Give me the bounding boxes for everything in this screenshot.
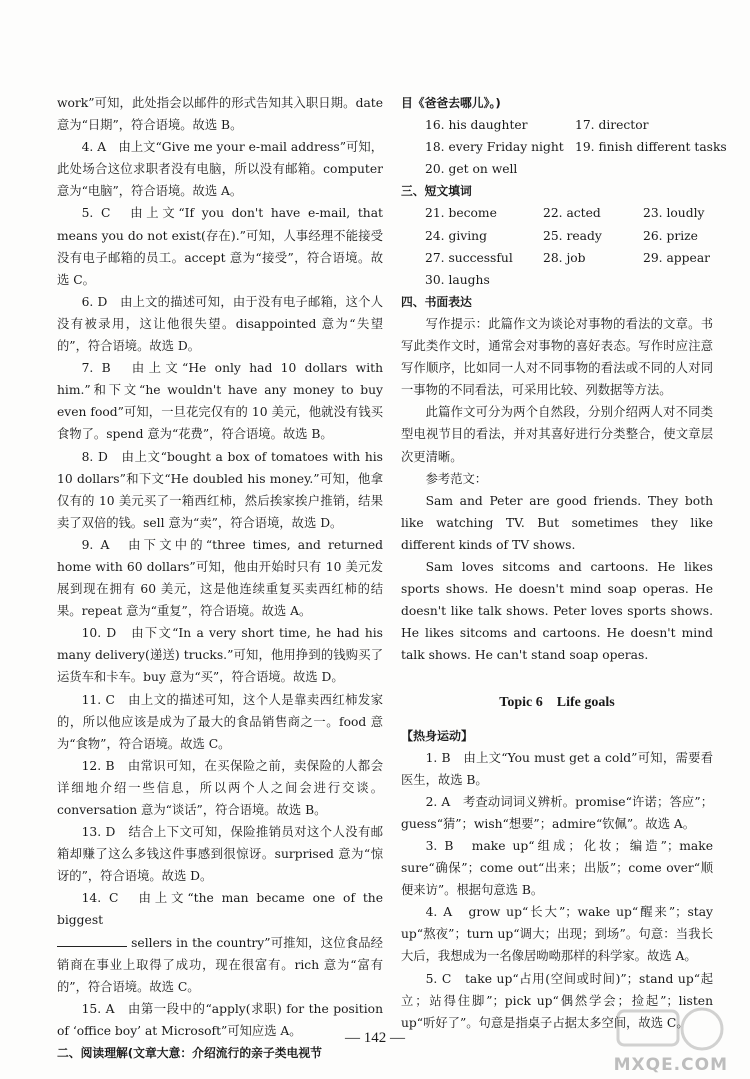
answer-item: 18. every Friday night	[425, 140, 564, 155]
answer-item: 29. appear	[643, 250, 711, 265]
section-writing-heading: 四、书面表达	[401, 294, 472, 309]
answer-item: 17. director	[575, 118, 649, 133]
paragraph-left-15: 15. A 由第一段中的“apply(求职) for the position of ‘office boy’ at Microsoft”可知应选 A。	[57, 1001, 383, 1038]
answer-item: 23. loudly	[643, 206, 705, 221]
paragraph-left-7: 9. A 由下文中的“three times, and returned home with 60 dollars”可知，他由开始时只有 10 美元发展到现在拥有 60 美元，这是他连续重复买卖西红柿的结果。repeat 意为“重复”，符合语境。故选 A。	[57, 537, 383, 619]
paragraph-left-3: 5. C 由上文“If you don't have e-mail, that means you do not exist(存在).”可知，人事经理不能接受没有电子邮箱的员工。accept 意为“接受”，符合语境。故选 C。	[57, 206, 383, 287]
topic-title: Topic 6 Life goals	[499, 695, 615, 711]
section-reading-heading-cont: 目《爸爸去哪儿》。)	[401, 96, 501, 110]
paragraph-left-14b-text: sellers in the country”可推知，这位食品经销商在事业上取得了成功，现在很富有。rich 意为“富有的”，符合语境。故选 C。	[57, 935, 383, 994]
answer-item: 19. finish different tasks	[575, 140, 727, 155]
warmup-item-1: 1. B 由上文“You must get a cold”可知，需要看医生，故选 B。	[401, 750, 713, 787]
paragraph-left-9: 11. C 由上文的描述可知，这个人是靠卖西红柿发家的，所以他应该是成为了最大的食品销售商之一。food 意为“食物”，符合语境。故选 C。	[57, 692, 383, 751]
sample-label: 参考范文：	[425, 471, 488, 486]
answer-item: 28. job	[543, 250, 586, 265]
warmup-label: 【热身运动】	[401, 728, 474, 743]
answer-item: 27. successful	[425, 250, 513, 265]
writing-tip-2: 此篇作文可分为两个自然段，分别介绍两人对不同类型电视节目的看法，并对其喜好进行分类整合，使文章层次更清晰。	[401, 405, 713, 464]
answer-item: 21. become	[425, 206, 497, 221]
answer-item: 20. get on well	[425, 162, 518, 177]
answer-item: 26. prize	[643, 228, 698, 243]
watermark-text: MXQE.COM	[613, 1055, 728, 1075]
warmup-item-2: 2. A 考查动词词义辨析。promise“许诺；答应”；guess“猜”；wish“想要”；admire“钦佩”。故选 A。	[401, 794, 713, 831]
section-cloze-heading: 三、短文填词	[401, 184, 472, 199]
answer-item: 16. his daughter	[425, 118, 528, 133]
paragraph-left-11: 13. D 结合上下文可知，保险推销员对这个人没有邮箱却赚了这么多钱这件事感到很惊讶。surprised 意为“惊讶的”，符合语境。故选 D。	[57, 825, 383, 884]
answer-blank	[57, 934, 127, 947]
answer-item	[543, 269, 643, 291]
answers-cloze	[425, 202, 713, 290]
left-column	[57, 92, 383, 1064]
answer-item	[575, 158, 725, 180]
paragraph-left-5: 7. B 由上文“He only had 10 dollars with him.”和下文“he wouldn't have any money to buy even food”可知，一旦花完仅有的 10 美元，他就没有钱买食物了。spend 意为“花费”，符合语境。故选 B。	[57, 361, 383, 442]
page-number: — 142 —	[345, 1030, 405, 1046]
warmup-item-5: 5. C take up“占用(空间或时间)”；stand up“起立；站得住脚”；pick up“偶然学会；捡起”；listen up“听好了”。句意是指桌子占据太多空间，故选 C。	[401, 971, 713, 1030]
paragraph-left-14a: 14. C 由上文“the man became one of the biggest	[57, 891, 383, 928]
right-column	[401, 92, 727, 1034]
paragraph-left-1: work”可知，此处指会以邮件的形式告知其入职日期。date 意为“日期”，符合语境。故选 B。	[57, 96, 383, 133]
paragraph-left-6: 8. D 由上文“bought a box of tomatoes with his 10 dollars”和下文“He doubled his money.”可知，他拿仅有的 10 美元买了一箱西红柿，然后挨家挨户推销，结果卖了双倍的钱。sell 意为“卖”，符合语境，故选 D。	[57, 449, 383, 530]
writing-tip-1: 写作提示：此篇作文为谈论对事物的看法的文章。书写此类作文时，通常会对事物的喜好表态。写作时应注意写作顺序，比如同一人对不同事物的看法或不同的人对同一事物的不同看法，可采用比较、列数据等方法。	[401, 316, 713, 398]
warmup-item-4: 4. A grow up“长大”；wake up“醒来”；stay up“熬夜”；turn up“调大；出现；到场”。句意：当我长大后，我想成为一名像居呦呦那样的科学家。故选 A。	[401, 905, 713, 964]
paragraph-left-10: 12. B 由常识可知，在买保险之前，卖保险的人都会详细地介绍一些信息，所以两个人之间会进行交谈。conversation 意为“谈话”，符合语境。故选 B。	[57, 758, 383, 817]
answers-reading	[425, 114, 727, 180]
paragraph-left-2: 4. A 由上文“Give me your e-mail address”可知，此处场合这位求职者没有电脑，所以没有邮箱。computer 意为“电脑”，符合语境。故选 A。	[57, 140, 383, 199]
paragraph-left-4: 6. D 由上文的描述可知，由于没有电子邮箱，这个人没有被录用，这让他很失望。disappointed 意为“失望的”，符合语境。故选 D。	[57, 294, 383, 354]
answer-item	[643, 269, 733, 291]
paragraph-left-14b	[57, 932, 383, 998]
sample-paragraph-2: Sam loves sitcoms and cartoons. He likes sports shows. He doesn't mind soap operas. He doesn't like talk shows. Peter loves sports shows. He likes sitcoms and cartoons. He doesn't mind talk shows. He can't stand soap operas.	[401, 559, 713, 663]
paragraph-left-8: 10. D 由下文“In a very short time, he had his many delivery(递送) trucks.”可知，他用挣到的钱购买了运货车和卡车。buy 意为“买”，符合语境。故选 D。	[57, 626, 383, 685]
section-reading-heading: 二、阅读理解(文章大意：介绍流行的亲子类电视节	[57, 1046, 322, 1061]
warmup-item-3: 3. B make up“组成；化妆；编造”；make sure“确保”；come out“出来；出版”；come over“顺便来访”。根据句意选 B。	[401, 839, 713, 898]
sample-paragraph-1: Sam and Peter are good friends. They both like watching TV. But sometimes they like different kinds of TV shows.	[401, 493, 713, 552]
answer-item: 30. laughs	[425, 272, 490, 287]
answer-item: 25. ready	[543, 228, 602, 243]
answer-item: 22. acted	[543, 206, 601, 221]
answer-item: 24. giving	[425, 228, 487, 243]
